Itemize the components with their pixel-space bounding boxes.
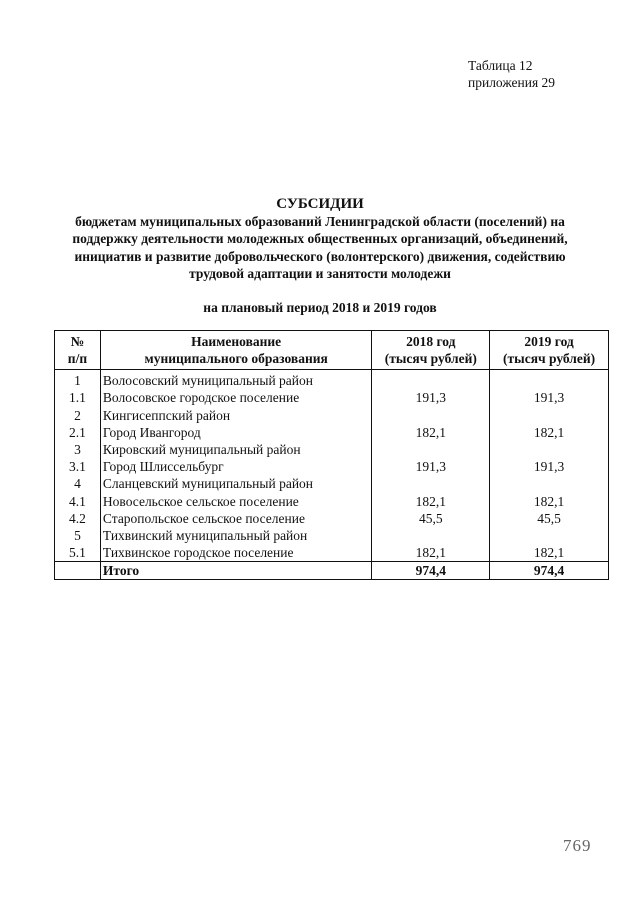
row-2018: 182,1 [372, 544, 490, 562]
table-row [55, 406, 609, 423]
table-row [55, 510, 609, 527]
appendix-number: приложения 29 [468, 75, 556, 90]
row-2019: 182,1 [490, 544, 609, 562]
table-row [55, 492, 609, 509]
row-2018 [372, 370, 490, 390]
row-name: Город Ивангород [100, 424, 371, 441]
row-number: 3.1 [55, 458, 101, 475]
document-title: СУБСИДИИ [276, 196, 364, 212]
row-number: 5.1 [55, 544, 101, 562]
total-2018: 974,4 [372, 562, 490, 580]
row-2019: 182,1 [490, 424, 609, 441]
row-2019: 45,5 [490, 510, 609, 527]
row-number: 1 [55, 370, 101, 390]
row-number: 4.2 [55, 510, 101, 527]
row-2019 [490, 406, 609, 423]
row-name: Кировский муниципальный район [100, 441, 371, 458]
table-row [55, 475, 609, 492]
table-row [55, 424, 609, 441]
row-2019: 182,1 [490, 492, 609, 509]
row-name: Старопольское сельское поселение [100, 510, 371, 527]
header-name: Наименование муниципального образования [100, 331, 371, 370]
row-number: 2.1 [55, 424, 101, 441]
row-2019: 191,3 [490, 389, 609, 406]
row-name: Город Шлиссельбург [100, 458, 371, 475]
table-row [55, 441, 609, 458]
row-name: Новосельское сельское поселение [100, 492, 371, 509]
table-number: Таблица 12 [468, 58, 533, 73]
row-2018: 182,1 [372, 492, 490, 509]
table-row [55, 544, 609, 562]
table-row [55, 370, 609, 390]
row-number: 3 [55, 441, 101, 458]
table-row [55, 527, 609, 544]
page-number: 769 [563, 836, 592, 855]
table-reference [468, 57, 555, 91]
row-2019 [490, 527, 609, 544]
header-2019: 2019 год (тысяч рублей) [490, 331, 609, 370]
row-2018 [372, 441, 490, 458]
row-2019 [490, 475, 609, 492]
row-number: 4.1 [55, 492, 101, 509]
document-period: на плановый период 2018 и 2019 годов [203, 300, 437, 315]
row-number: 1.1 [55, 389, 101, 406]
table-header-row [55, 331, 609, 370]
row-number: 5 [55, 527, 101, 544]
row-2018: 182,1 [372, 424, 490, 441]
total-2019: 974,4 [490, 562, 609, 580]
header-num: № п/п [55, 331, 101, 370]
total-row [55, 562, 609, 580]
row-2018: 45,5 [372, 510, 490, 527]
row-name: Тихвинское городское поселение [100, 544, 371, 562]
row-2019: 191,3 [490, 458, 609, 475]
row-2018 [372, 527, 490, 544]
document-subtitle: бюджетам муниципальных образований Ленинградской области (поселений) на поддержку деятельности молодежных общественных организаций, объединений, инициатив и развитие добровольческого (волонтерского) движения, содействию трудовой адаптации и занятости молодежи [72, 214, 568, 281]
row-number: 2 [55, 406, 101, 423]
row-name: Тихвинский муниципальный район [100, 527, 371, 544]
row-2019 [490, 370, 609, 390]
row-2018 [372, 475, 490, 492]
subsidies-table [54, 330, 609, 580]
table-row [55, 458, 609, 475]
row-2019 [490, 441, 609, 458]
row-number: 4 [55, 475, 101, 492]
table-row [55, 389, 609, 406]
row-2018 [372, 406, 490, 423]
row-name: Сланцевский муниципальный район [100, 475, 371, 492]
row-2018: 191,3 [372, 458, 490, 475]
row-name: Волосовский муниципальный район [100, 370, 371, 390]
row-2018: 191,3 [372, 389, 490, 406]
header-2018: 2018 год (тысяч рублей) [372, 331, 490, 370]
row-name: Кингисеппский район [100, 406, 371, 423]
row-name: Волосовское городское поселение [100, 389, 371, 406]
total-num-cell [55, 562, 101, 580]
total-label: Итого [100, 562, 371, 580]
